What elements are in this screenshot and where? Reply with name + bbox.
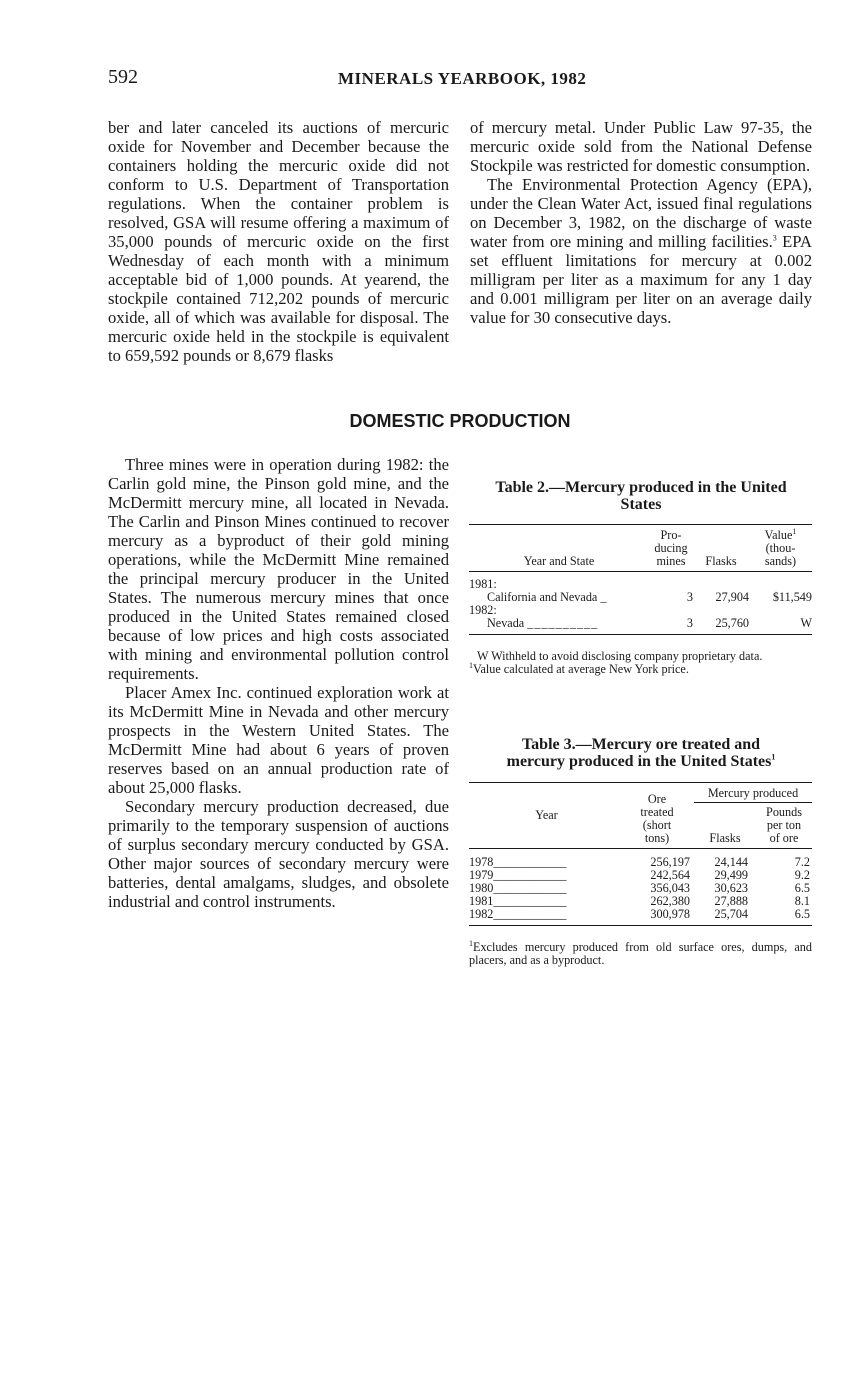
table2-title [470,479,812,513]
table3-cell-flasks: 27,888 [714,894,748,908]
footnote-ref: 3 [772,233,777,243]
domestic-paragraph-1: Three mines were in operation during 1982: the Carlin gold mine, the Pinson gold mine, and the McDermitt mercury mine, all located in Nevada. The Carlin and Pinson Mines continued to recover mercury as a byproduct of their gold mining operations, while the McDermitt Mine remained the principal mercury producer in the United States. The numerous mercury mines that once produced in the United States remained closed because of low prices and high costs associated with mining and environmental pollution control requirements. [108,455,449,683]
year-text: 1982 [469,907,494,921]
table3-cell-ore: 300,978 [650,907,690,921]
table3-cell-ore: 262,380 [650,894,690,908]
table3 [469,782,812,926]
table2-row-state [469,617,649,635]
year-text: 1981 [469,894,494,908]
table2-header-producing-mines [649,525,693,572]
header-text: per ton [766,818,802,832]
leader-dots: ____________ [493,868,567,882]
leader-dots: _ [600,590,607,604]
table2-footnotes [469,650,812,676]
leader-dots: ____________ [493,855,567,869]
epa-text-b: EPA set effluent limitations for mercury at 0.002 milligram per liter as a maximum for any 1 day and 0.001 milligram per liter on an average daily value for 30 consecutive days. [470,232,812,327]
table3-header-year: Year [535,808,558,822]
table2-cell-mines: 3 [686,616,693,630]
table2-note-w: W Withheld to avoid disclosing company proprietary data. [477,649,763,663]
table2-title-line1: Table 2.—Mercury produced in the United [495,479,787,496]
state-name: Nevada [487,616,525,630]
header-text: Ore [647,792,667,806]
table2-cell-mines: 3 [686,590,693,604]
header-text: Value [764,528,793,542]
year-text: 1979 [469,868,494,882]
table2-cell-value: W [800,616,812,630]
note-text: Value calculated at average New York price. [473,662,689,676]
table3-cell-ppt: 9.2 [794,868,810,882]
header-text: mines [656,554,686,568]
domestic-paragraph-3: Secondary mercury production decreased, due primarily to the temporary suspension of auctions of surplus secondary mercury conducted by GSA. Other major sources of secondary mercury were batteries, dental amalgams, sludges, and obsolete industrial and control instruments. [108,797,449,911]
table3-cell-year [469,908,624,926]
table2-header-value [749,525,812,572]
table3-cell-ore: 356,043 [650,881,690,895]
table3-cell-ore: 242,564 [650,868,690,882]
table2-cell-flasks: 25,760 [715,616,749,630]
page-number: 592 [108,66,138,88]
intro-left-paragraph: ber and later canceled its auctions of mercuric oxide for November and December because the containers holding the mercuric oxide did not conform to U.S. Department of Transportation regulations. When the container problem is resolved, GSA will resume offering a maximum of 35,000 pounds of mercuric oxide on the first Wednesday of each month with a minimum acceptable bid of 1,000 pounds. At yearend, the stockpile contained 712,202 pounds of mercuric oxide, all of which was available for disposal. The mercuric oxide held in the stockpile is equivalent to 659,592 pounds or 8,679 flasks [108,118,449,365]
table3-cell-ppt: 7.2 [794,855,810,869]
table3-title-line2 [470,753,812,770]
header-text: Pro- [660,528,682,542]
title-text: mercury produced in the United States [506,753,772,770]
table-row: 1981: [469,577,497,591]
table3-header-group: Mercury produced [694,783,812,803]
table2-note-1 [469,660,812,676]
table3-cell-ppt: 6.5 [794,907,810,921]
table3-header-flasks: Flasks [709,831,741,845]
leader-dots: __________ [527,616,599,630]
table3-cell-year [469,849,624,870]
header-text: sands) [764,554,797,568]
footnote-ref: 1 [469,938,473,948]
domestic-paragraph-2: Placer Amex Inc. continued exploration work at its McDermitt Mine in Nevada and other mercury prospects in the Western United States. The McDermitt Mine had about 6 years of proven reserves based on an annual production rate of about 25,000 flasks. [108,683,449,797]
footnote-ref: 1 [469,660,473,670]
leader-dots: ____________ [493,881,567,895]
year-text: 1980 [469,881,494,895]
note-text: Excludes mercury produced from old surface ores, dumps, and placers, and as a byproduct. [469,940,812,967]
table-row: 1982: [469,603,497,617]
header-text: Pounds [766,805,802,819]
section-heading: DOMESTIC PRODUCTION [349,411,571,431]
table3-cell-ore: 256,197 [650,855,690,869]
table3-header-pounds-per-ton [756,803,812,849]
table3-title [470,736,812,770]
year-text: 1978 [469,855,494,869]
header-text: of ore [769,831,799,845]
table2-cell-flasks: 27,904 [715,590,749,604]
header-text: ducing [654,541,688,555]
state-name: California and Nevada [487,590,598,604]
table2-header-flasks: Flasks [705,554,737,568]
table-row [469,849,812,870]
table2 [469,524,812,635]
intro-left-column [108,118,449,365]
intro-right-paragraph-2 [470,175,812,327]
header-text: (short [642,818,672,832]
domestic-production-column [108,455,449,911]
table3-cell-flasks: 30,623 [714,881,748,895]
table2-cell-value: $11,549 [772,590,812,604]
table3-footnote [469,938,812,967]
table2-header-year-state: Year and State [523,554,595,568]
epa-text-a: The Environmental Protection Agency (EPA), under the Clean Water Act, issued final regulations on December 3, 1982, on the discharge of waste water from ore mining and milling facilities. [470,175,812,251]
leader-dots: ____________ [493,894,567,908]
table3-cell-ppt: 6.5 [794,881,810,895]
header-text: treated [640,805,674,819]
table3-header-ore-treated [624,783,690,849]
table-row [469,908,812,926]
table3-cell-flasks: 29,499 [714,868,748,882]
table2-title-line2: States [620,496,662,513]
running-title: MINERALS YEARBOOK, 1982 [338,69,587,88]
footnote-ref: 1 [771,752,776,762]
header-text: tons) [644,831,670,845]
table3-title-line1: Table 3.—Mercury ore treated and [521,736,761,753]
table3-cell-flasks: 24,144 [714,855,748,869]
intro-right-column [470,118,812,327]
leader-dots: ____________ [493,907,567,921]
intro-right-paragraph-1: of mercury metal. Under Public Law 97-35, the mercuric oxide sold from the National Defense Stockpile was restricted for domestic consumption. [470,118,812,175]
footnote-ref: 1 [792,526,797,536]
table3-cell-ppt: 8.1 [794,894,810,908]
table3-cell-flasks: 25,704 [714,907,748,921]
header-text: (thou- [765,541,796,555]
